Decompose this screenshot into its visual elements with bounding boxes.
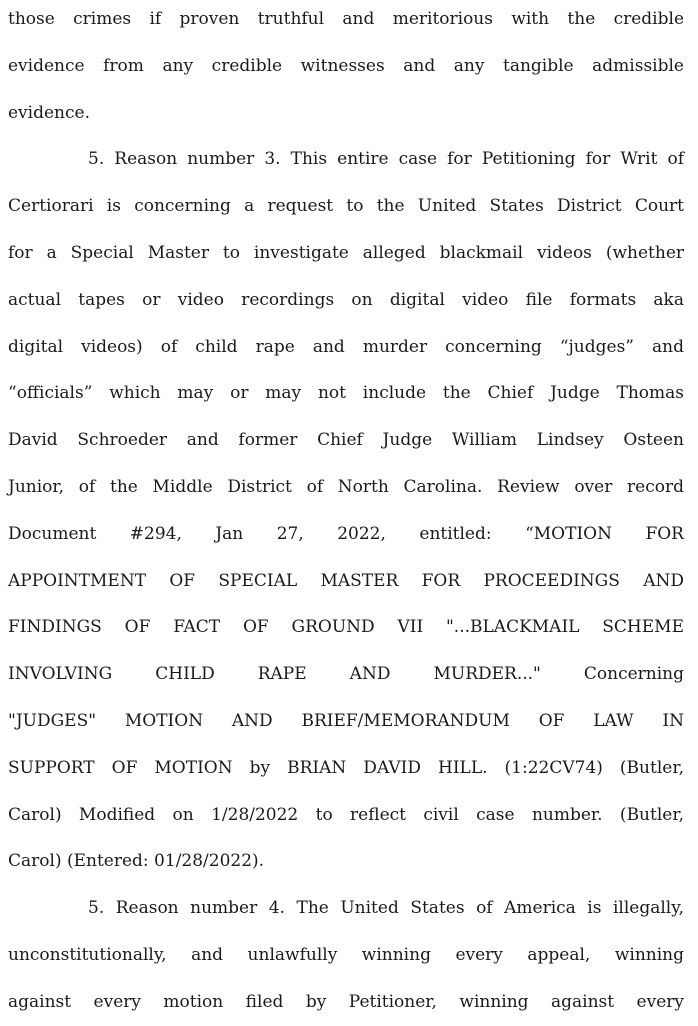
text-line: Carol) (Entered: 01/28/2022). xyxy=(8,851,265,872)
text-line: those crimes if proven truthful and meritorious with the credible xyxy=(8,9,684,29)
text-line: Document #294, Jan 27, 2022, entitled: “MOTION FOR xyxy=(8,523,684,544)
text-line: Junior, of the Middle District of North Carolina. Review over record xyxy=(8,476,684,497)
paragraph-reason-3 xyxy=(8,136,684,885)
paragraph-reason-4 xyxy=(8,885,684,1025)
text-line: evidence. xyxy=(8,102,90,123)
text-line: unconstitutionally, and unlawfully winning every appeal, winning xyxy=(8,944,684,965)
paragraph-crimes-evidence xyxy=(8,0,684,136)
document-page xyxy=(8,0,684,1023)
text-line: FINDINGS OF FACT OF GROUND VII "...BLACKMAIL SCHEME xyxy=(8,617,684,638)
text-line: Carol) Modified on 1/28/2022 to reflect civil case number. (Butler, xyxy=(8,804,684,825)
text-line: digital videos) of child rape and murder concerning “judges” and xyxy=(8,336,684,357)
text-line: David Schroeder and former Chief Judge William Lindsey Osteen xyxy=(8,430,684,451)
text-line: Certiorari is concerning a request to the United States District Court xyxy=(8,196,684,217)
text-line: SUPPORT OF MOTION by BRIAN DAVID HILL. (1:22CV74) (Butler, xyxy=(8,757,684,778)
text-line: 5. Reason number 3. This entire case for Petitioning for Writ of xyxy=(88,149,684,170)
text-line: for a Special Master to investigate alleged blackmail videos (whether xyxy=(8,242,684,263)
text-line: 5. Reason number 4. The United States of America is illegally, xyxy=(88,898,684,919)
text-line: “officials” which may or may not include the Chief Judge Thomas xyxy=(8,383,684,404)
text-line: evidence from any credible witnesses and any tangible admissible xyxy=(8,55,684,76)
text-line: against every motion filed by Petitioner, winning against every xyxy=(8,991,684,1012)
text-line: APPOINTMENT OF SPECIAL MASTER FOR PROCEEDINGS AND xyxy=(8,570,684,591)
text-line: actual tapes or video recordings on digital video file formats aka xyxy=(8,289,684,310)
text-line: INVOLVING CHILD RAPE AND MURDER..." Concerning xyxy=(8,664,684,685)
text-line: "JUDGES" MOTION AND BRIEF/MEMORANDUM OF LAW IN xyxy=(8,710,684,731)
